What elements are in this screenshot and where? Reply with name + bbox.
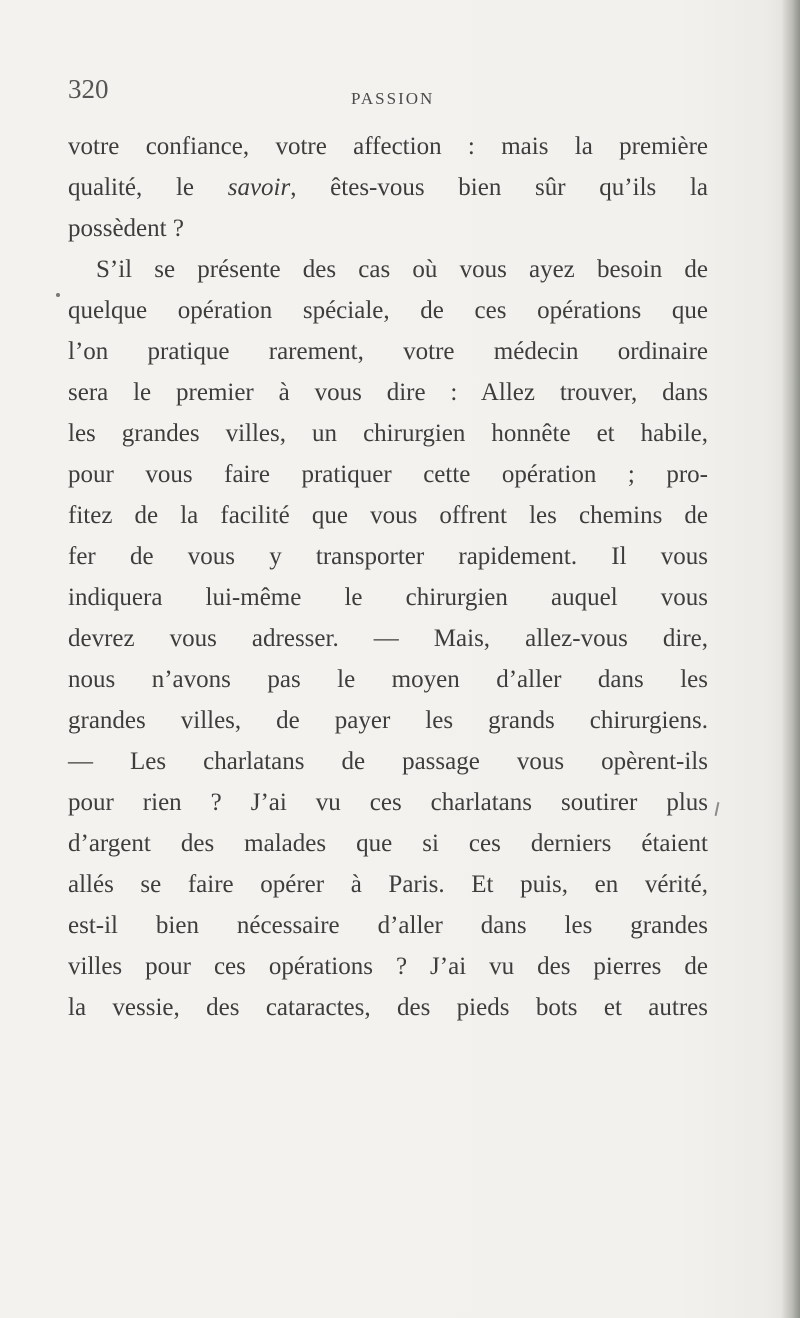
page-header: [68, 74, 728, 114]
text-line: possèdent ?: [68, 215, 184, 242]
text-line: allés se faire opérer à Paris. Et puis, en vérité,: [68, 871, 708, 898]
page-binding-edge: [782, 0, 800, 1318]
text-line: fer de vous y transporter rapidement. Il vous: [68, 543, 708, 570]
ink-speck: [56, 293, 60, 297]
text-line: nous n’avons pas le moyen d’aller dans les: [68, 666, 708, 693]
text-line: villes pour ces opérations ? J’ai vu des pierres de: [68, 953, 708, 980]
ink-mark: [715, 802, 720, 816]
text-line: pour rien ? J’ai vu ces charlatans soutirer plus: [68, 789, 708, 816]
text-line: votre confiance, votre affection : mais la première: [68, 133, 708, 160]
text-line: S’il se présente des cas où vous ayez besoin de: [96, 256, 708, 283]
body-text: [68, 126, 708, 1028]
text-line: sera le premier à vous dire : Allez trouver, dans: [68, 379, 708, 406]
text-line: d’argent des malades que si ces derniers étaient: [68, 830, 708, 857]
text-fragment: , êtes-vous bien sûr qu’ils la: [290, 174, 708, 201]
page-number: 320: [68, 74, 109, 104]
text-line: indiquera lui-même le chirurgien auquel vous: [68, 584, 708, 611]
text-line: grandes villes, de payer les grands chirurgiens.: [68, 707, 708, 734]
italic-word: savoir: [227, 174, 291, 201]
text-line: [68, 167, 708, 208]
running-title: PASSION: [351, 89, 435, 108]
text-line: — Les charlatans de passage vous opèrent-ils: [68, 748, 708, 775]
text-line: la vessie, des cataractes, des pieds bots et autres: [68, 994, 708, 1021]
text-line: quelque opération spéciale, de ces opérations que: [68, 297, 708, 324]
text-line: pour vous faire pratiquer cette opération ; pro-: [68, 461, 708, 488]
text-line: l’on pratique rarement, votre médecin ordinaire: [68, 338, 708, 365]
text-line: devrez vous adresser. — Mais, allez-vous dire,: [68, 625, 708, 652]
text-line: les grandes villes, un chirurgien honnête et habile,: [68, 420, 708, 447]
text-line: fitez de la facilité que vous offrent les chemins de: [68, 502, 708, 529]
text-line: est-il bien nécessaire d’aller dans les grandes: [68, 912, 708, 939]
text-fragment: qualité, le: [68, 174, 228, 201]
